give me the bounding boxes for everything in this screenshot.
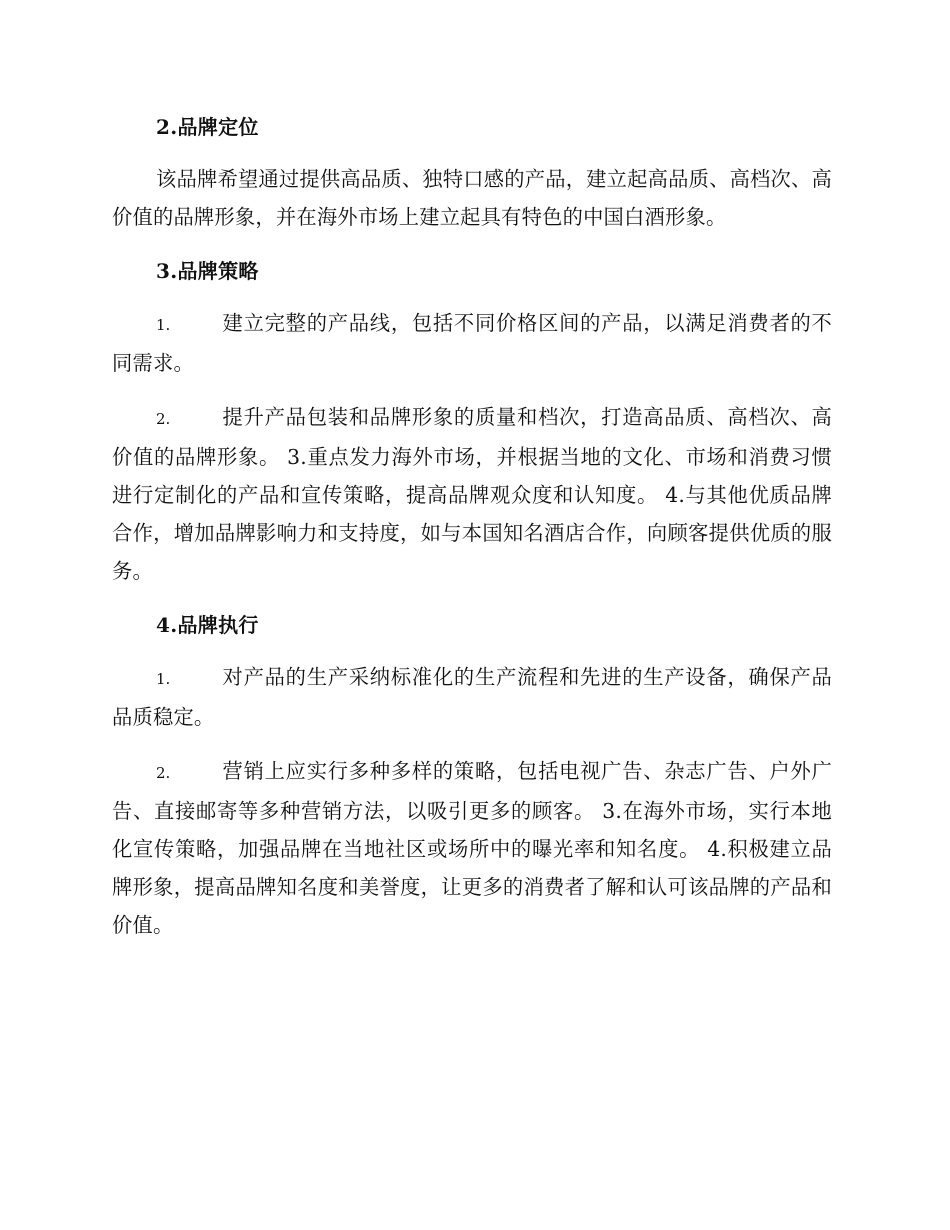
list-item-number: 2. (156, 410, 171, 428)
document-page (112, 108, 832, 944)
paragraph-brand-positioning (112, 160, 832, 236)
list-item-number: 2. (156, 764, 171, 782)
list-item-execution-1 (112, 658, 832, 736)
list-item-execution-2 (112, 752, 832, 944)
list-item-strategy-2 (112, 398, 832, 590)
section-heading-brand-execution: 4.品牌执行 (156, 613, 259, 637)
list-item-number: 1. (156, 316, 171, 334)
list-item-text: 建立完整的产品线，包括不同价格区间的产品，以满足消费者的不同需求。 (112, 311, 832, 375)
list-item-text: 对产品的生产采纳标准化的生产流程和先进的生产设备，确保产品品质稳定。 (112, 665, 832, 729)
section-heading-brand-positioning: 2.品牌定位 (156, 115, 259, 139)
list-item-strategy-1 (112, 304, 832, 382)
paragraph-text: 该品牌希望通过提供高品质、独特口感的产品，建立起高品质、高档次、高价值的品牌形象，并在海外市场上建立起具有特色的中国白酒形象。 (112, 167, 832, 229)
list-item-text: 营销上应实行多种多样的策略，包括电视广告、杂志广告、户外广告、直接邮寄等多种营销方法，以吸引更多的顾客。 3.在海外市场，实行本地化宣传策略，加强品牌在当地社区或场所中的曝光率和知名度。 4.积极建立品牌形象，提高品牌知名度和美誉度，让更多的消费者了解和认可该品牌的产品和价值。 (112, 759, 832, 937)
list-item-number: 1. (156, 670, 171, 688)
list-item-text: 提升产品包装和品牌形象的质量和档次，打造高品质、高档次、高价值的品牌形象。 3.重点发力海外市场，并根据当地的文化、市场和消费习惯进行定制化的产品和宣传策略，提高品牌观众度和认知度。 4.与其他优质品牌合作，增加品牌影响力和支持度，如与本国知名酒店合作，向顾客提供优质的服务。 (112, 405, 832, 583)
section-heading-brand-strategy: 3.品牌策略 (156, 259, 259, 283)
